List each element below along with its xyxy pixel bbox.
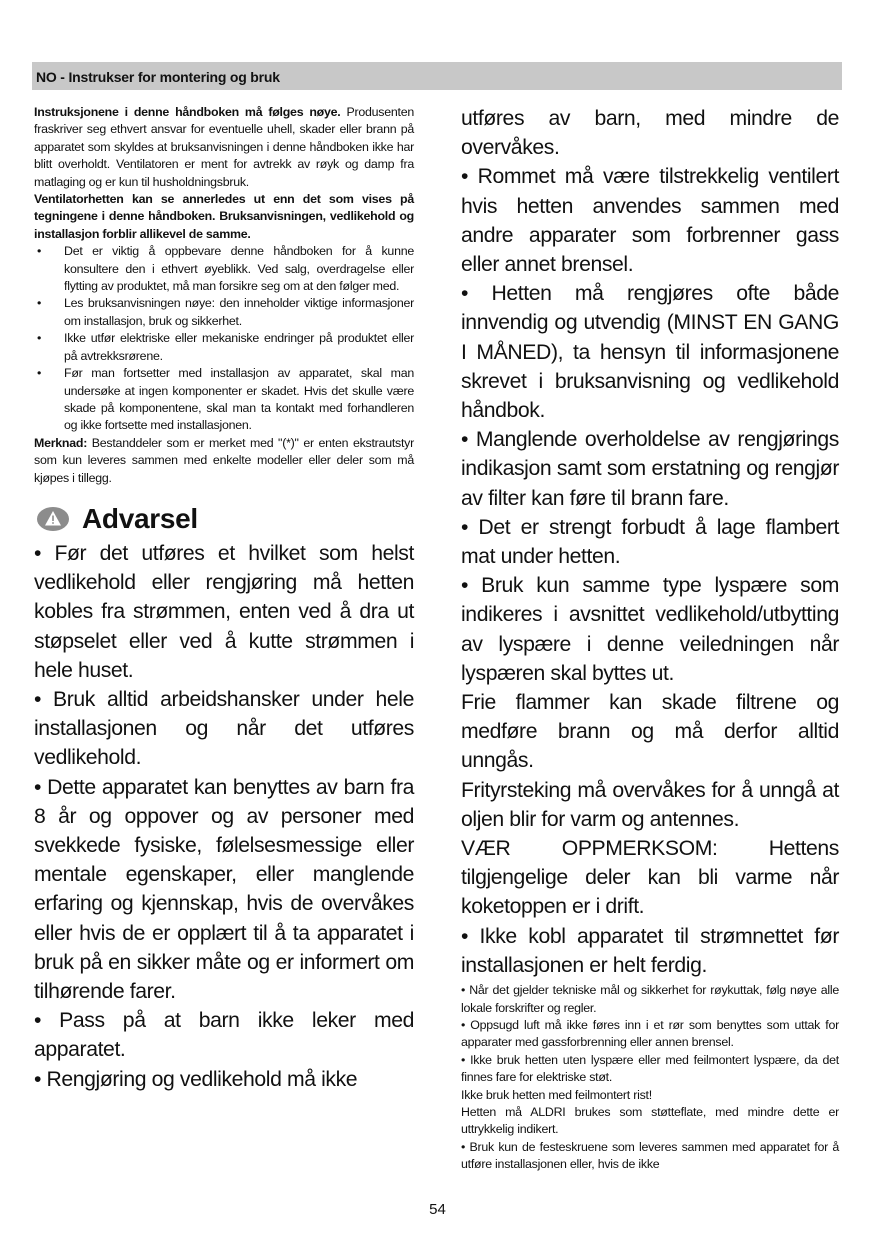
appearance-note: Ventilatorhetten kan se annerledes ut enn det som vises på tegningene i denne håndboken. Bruksanvisningen, vedlikehold og installasjon forblir allikevel de samme. <box>34 192 414 241</box>
bullet-item: • Det er viktig å oppbevare denne håndboken for å kunne konsultere den i ethvert øyeblikk. Ved salg, overdragelse eller flytting av produktet, må man forsikre seg om at den følger med. <box>34 243 414 295</box>
bullet-item: • Før man fortsetter med installasjon av apparatet, skal man undersøke at ingen komponenter er skadet. Hvis det skulle være skade på komponentene, skal man ta kontakt med forhandleren og ikke fortsette med installasjonen. <box>34 365 414 435</box>
warning-paragraph: Frityrsteking må overvåkes for å unngå at oljen blir for varm og antennes. <box>461 778 839 831</box>
warning-heading <box>34 501 414 537</box>
warning-paragraph: • Pass på at barn ikke leker med apparatet. <box>34 1009 414 1062</box>
intro-paragraph <box>34 104 414 191</box>
left-column <box>34 104 414 1094</box>
warning-paragraph: VÆR OPPMERKSOM: Hettens tilgjengelige deler kan bli varme når koketoppen er i drift. <box>461 837 839 919</box>
warning-icon <box>36 506 70 532</box>
warning-paragraph: Frie flammer kan skade filtrene og medføre brann og må derfor alltid unngås. <box>461 691 839 773</box>
safety-paragraph: Ikke bruk hetten med feilmontert rist! <box>461 1087 652 1102</box>
warning-paragraph: utføres av barn, med mindre de overvåkes. <box>461 107 839 160</box>
page-number: 54 <box>429 1201 446 1218</box>
warning-paragraph: • Rengjøring og vedlikehold må ikke <box>34 1067 358 1091</box>
safety-details <box>461 982 839 1173</box>
warning-paragraph: • Ikke kobl apparatet til strømnettet før installasjonen er helt ferdig. <box>461 924 839 977</box>
warning-paragraph: • Manglende overholdelse av rengjørings indikasjon samt som erstatning og rengjør av filter kan føre til brann fare. <box>461 428 839 510</box>
warning-title: Advarsel <box>82 502 198 534</box>
warning-paragraph: • Rommet må være tilstrekkelig ventilert hvis hetten anvendes sammen med andre apparater som forbrenner gass eller annet brensel. <box>461 165 839 277</box>
warning-paragraph: • Dette apparatet kan benyttes av barn fra 8 år og oppover og av personer med svekkede fysiske, følelsesmessige eller mentale egenskaper, eller manglende erfaring og kjennskap, hvis de overvåkes eller hvis de er opplært til å ta apparatet i bruk på en sikker måte og er informert om tilhørende farer. <box>34 775 414 1003</box>
warning-paragraph: • Bruk kun samme type lyspære som indikeres i avsnittet vedlikehold/utbytting av lyspære i denne veiledningen når lyspæren skal byttes ut. <box>461 574 839 685</box>
bullet-item: • Les bruksanvisningen nøye: den inneholder viktige informasjoner om installasjon, bruk og sikkerhet. <box>34 295 414 330</box>
section-title: NO - Instrukser for montering og bruk <box>36 69 280 85</box>
note-label: Merknad: <box>34 435 88 450</box>
safety-paragraph: • Ikke bruk hetten uten lyspære eller med feilmontert lyspære, da det finnes fare for elektriske støt. <box>461 1052 839 1085</box>
safety-paragraph: • Bruk kun de festeskruene som leveres sammen med apparatet for å utføre installasjonen eller, hvis de ikke <box>461 1139 839 1172</box>
warning-paragraph: • Bruk alltid arbeidshansker under hele installasjonen og når det utføres vedlikehold. <box>34 687 414 770</box>
warning-paragraph: • Det er strengt forbudt å lage flambert mat under hetten. <box>461 515 839 569</box>
instruction-bullet-list <box>34 243 414 434</box>
safety-paragraph: • Oppsugd luft må ikke føres inn i et rør som benyttes som uttak for apparater med gassforbrenning eller annen brensel. <box>461 1017 839 1050</box>
bullet-item: • Ikke utfør elektriske eller mekaniske endringer på produktet eller på avtrekksrørene. <box>34 330 414 365</box>
intro-bold: Instruksjonene i denne håndboken må følges nøye. <box>34 105 341 119</box>
warning-body <box>34 539 414 1094</box>
right-column <box>461 104 839 1174</box>
note-text: Bestanddeler som er merket med "(*)" er enten ekstrautstyr som kun leveres sammen med enkelte modeller eller deler som må kjøpes i tillegg. <box>34 435 414 485</box>
warning-continued <box>461 104 839 980</box>
safety-paragraph: Hetten må ALDRI brukes som støtteflate, med mindre dette er uttrykkelig indikert. <box>461 1104 839 1137</box>
note-paragraph <box>34 435 414 487</box>
warning-paragraph: • Før det utføres et hvilket som helst vedlikehold eller rengjøring må hetten kobles fra strømmen, enten ved å dra ut støpselet eller ved å kutte strømmen i hele huset. <box>34 541 414 682</box>
warning-paragraph: • Hetten må rengjøres ofte både innvendig og utvendig (MINST EN GANG I MÅNED), ta hensyn til informasjonene skrevet i bruksanvisning og vedlikehold håndbok. <box>461 282 839 423</box>
intro-text: Produsenten fraskriver seg ethvert ansvar for eventuelle uhell, skader eller brann på apparatet som skyldes at bruksanvisningen i denne håndboken ikke har blitt overholdt. Ventilatoren er ment for avtrekk av røyk og damp fra matlaging og er kun til husholdningsbruk. <box>34 105 414 189</box>
section-header-bar <box>32 62 842 90</box>
intro-block <box>34 104 414 487</box>
safety-paragraph: • Når det gjelder tekniske mål og sikkerhet for røykuttak, følg nøye alle lokale forskrifter og regler. <box>461 983 839 1015</box>
